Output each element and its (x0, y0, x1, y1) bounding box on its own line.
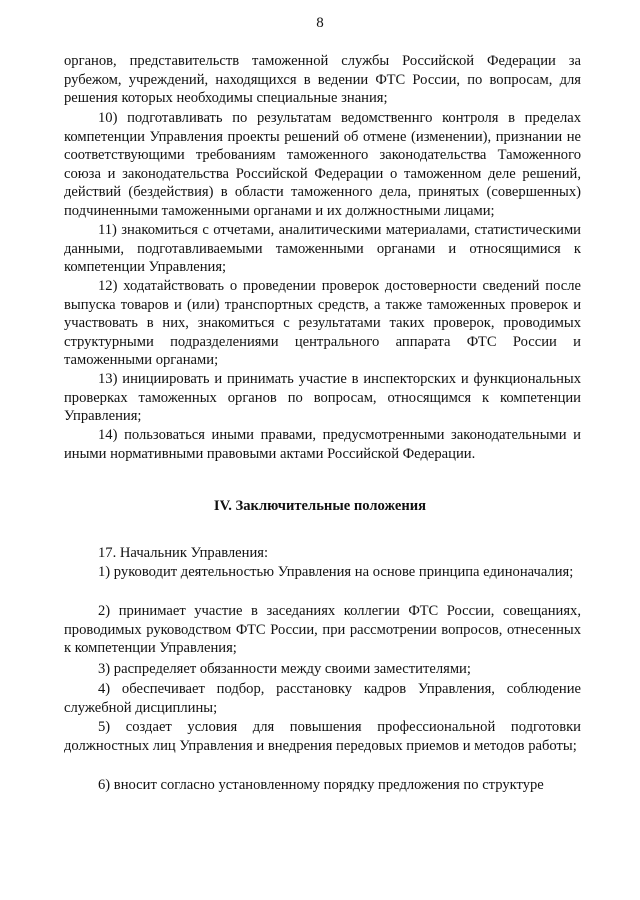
paragraph-duty-5: 5) создает условия для повышения профессиональной подготовки должностных лиц Управления и внедрения передовых приемов и методов работы; (64, 719, 581, 754)
paragraph-duty-2: 2) принимает участие в заседаниях коллегии ФТС России, совещаниях, проводимых руководством ФТС России, при рассмотрении вопросов, отнесенных к компетенции Управления; (64, 603, 581, 656)
page-number: 8 (316, 15, 324, 31)
paragraph-item-12: 12) ходатайствовать о проведении проверок достоверности сведений после выпуска товаров и (или) транспортных средств, а также таможенных проверок и участвовать в них, знакомиться с результатами таких проверок, проводимых структурными подразделениями центрального аппарата ФТС России и таможенными органами; (64, 278, 581, 368)
paragraph-duty-3: 3) распределяет обязанности между своими заместителями; (98, 661, 471, 677)
paragraph-item-11: 11) знакомиться с отчетами, аналитическими материалами, статистическими данными, подготавливаемыми таможенными органами и относящимися к компетенции Управления; (64, 222, 581, 275)
paragraph-item-13: 13) инициировать и принимать участие в инспекторских и функциональных проверках таможенных органов по вопросам, относящимся к компетенции Управления; (64, 371, 581, 424)
paragraph-continuation: органов, представительств таможенной службы Российской Федерации за рубежом, учреждений, находящихся в ведении ФТС России, по вопросам, для решения которых необходимы специальные знания; (64, 53, 581, 106)
paragraph-duty-4: 4) обеспечивает подбор, расстановку кадров Управления, соблюдение служебной дисциплины; (64, 681, 581, 716)
section-heading: IV. Заключительные положения (213, 498, 427, 514)
paragraph-duty-1: 1) руководит деятельностью Управления на основе принципа единоначалия; (98, 564, 574, 580)
paragraph-item-14: 14) пользоваться иными правами, предусмотренными законодательными и иными нормативными правовыми актами Российской Федерации. (64, 427, 581, 462)
paragraph-item-10: 10) подготавливать по результатам ведомственнго контроля в пределах компетенции Управления проекты решений об отмене (изменении), признании не соответствующими требованиям таможенного законодательства Таможенного союза и законодательства Российской Федерации о таможенном деле решений, действий (бездействия) в области таможенного дела, принятых (совершенных) подчиненными таможенными органами и их должностными лицами; (64, 110, 581, 219)
paragraph-duty-6: 6) вносит согласно установленному порядку предложения по структуре (98, 777, 544, 793)
paragraph-clause-17: 17. Начальник Управления: (98, 545, 269, 561)
